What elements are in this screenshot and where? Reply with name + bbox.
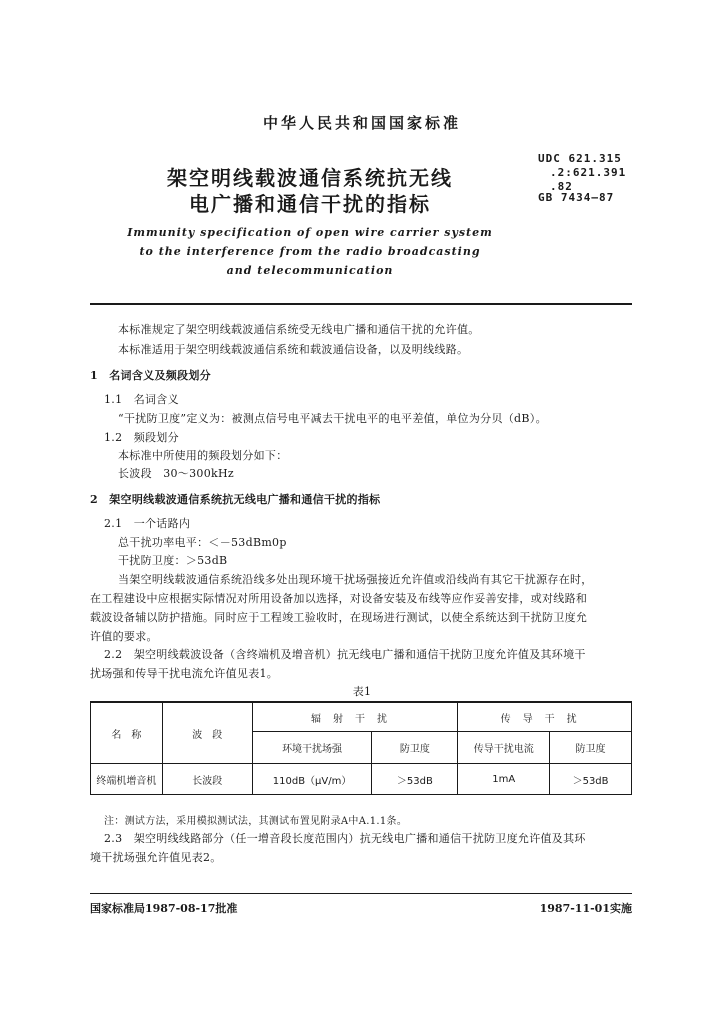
header-name: 名 称 [91,702,163,764]
paragraph-line: 许值的要求。 [90,630,158,643]
paragraph-line: 在工程建设中应根据实际情况对所用设备加以选择，对设备安装及布线等应作妥善安排，或对线路和 [90,592,588,605]
subheader-protection-ratio: 防卫度 [372,732,458,764]
title-line-1: 架空明线载波通信系统抗无线 [167,166,453,190]
protection-ratio-spec: 干扰防卫度：＞53dB [118,554,228,567]
section-2-3-line: 2.3 架空明线线路部分（任一增音段长度范围内）抗无线电广播和通信干扰防卫度允许值及其环 [104,832,586,845]
subheader-conducted-current: 传导干扰电流 [458,732,550,764]
subheader-field-strength: 环境干扰场强 [252,732,372,764]
cell-field-strength: 110dB（μV/m） [252,764,372,795]
section-2-2-line: 扰场强和传导干扰电流允许值见表1。 [90,667,279,680]
national-standard-heading: 中华人民共和国国家标准 [262,114,461,132]
noise-power-spec: 总干扰功率电平：＜－53dBm0p [118,536,287,549]
cell-band: 长波段 [162,764,252,795]
gb-standard-number: GB 7434—87 [538,191,615,204]
footer-divider [90,893,632,894]
table-caption: 表1 [352,685,372,698]
section-2-1-heading: 2.1 一个话路内 [104,517,191,530]
section-1-2-text: 本标准中所使用的频段划分如下： [118,449,288,462]
intro-paragraph-1: 本标准规定了架空明线载波通信系统受无线电广播和通信干扰的允许值。 [118,323,480,336]
udc-code-line: .2:621.391 [550,166,627,179]
title-line-2: 电广播和通信干扰的指标 [189,192,431,216]
cell-protection-ratio: ＞53dB [550,764,632,795]
section-1-1-heading: 1.1 名词含义 [104,393,179,406]
section-1-2-heading: 1.2 频段划分 [104,431,179,444]
header-divider [90,303,632,305]
english-title-line: and telecommunication [226,264,394,277]
section-2-2-line: 2.2 架空明线载波设备（含终端机及增音机）抗无线电广播和通信干扰防卫度允许值及其环境干 [104,648,586,661]
intro-paragraph-2: 本标准适用于架空明线载波通信系统和载波通信设备，以及明线线路。 [118,343,469,356]
approval-date: 国家标准局1987-08-17批准 [90,902,238,915]
interference-limits-table [90,701,632,795]
table-row [91,764,632,795]
paragraph-line: 载波设备辅以防护措施。同时应于工程竣工验收时，在现场进行测试，以使全系统达到干扰防卫度允 [90,611,588,624]
header-band: 波 段 [162,702,252,764]
udc-code-line: UDC 621.315 [538,152,622,165]
section-1-heading: 1 名词含义及频段划分 [90,369,211,382]
english-title-line: to the interference from the radio broadcasting [139,245,481,258]
band-definition: 长波段 30～300kHz [118,467,234,480]
english-title-line: Immunity specification of open wire carrier system [127,226,493,239]
cell-conducted-current: 1mA [458,764,550,795]
paragraph-line: 当架空明线载波通信系统沿线多处出现环境干扰场强接近允许值或沿线尚有其它干扰源存在时， [118,573,593,586]
header-conducted-interference: 传导干扰 [458,702,632,732]
section-2-3-line: 境干扰场强允许值见表2。 [90,851,222,864]
subheader-protection-ratio: 防卫度 [550,732,632,764]
section-2-heading: 2 架空明线载波通信系统抗无线电广播和通信干扰的指标 [90,493,381,506]
header-radiated-interference: 辐射干扰 [252,702,458,732]
effective-date: 1987-11-01实施 [539,902,632,915]
table-note: 注：测试方法，采用模拟测试法，其测试布置见附录A中A.1.1条。 [104,816,408,827]
udc-code-line: .82 [550,180,573,193]
cell-protection-ratio: ＞53dB [372,764,458,795]
section-1-1-text: “干扰防卫度”定义为：被测点信号电平减去干扰电平的电平差值，单位为分贝（dB）。 [118,412,547,425]
cell-name: 终端机增音机 [91,764,163,795]
